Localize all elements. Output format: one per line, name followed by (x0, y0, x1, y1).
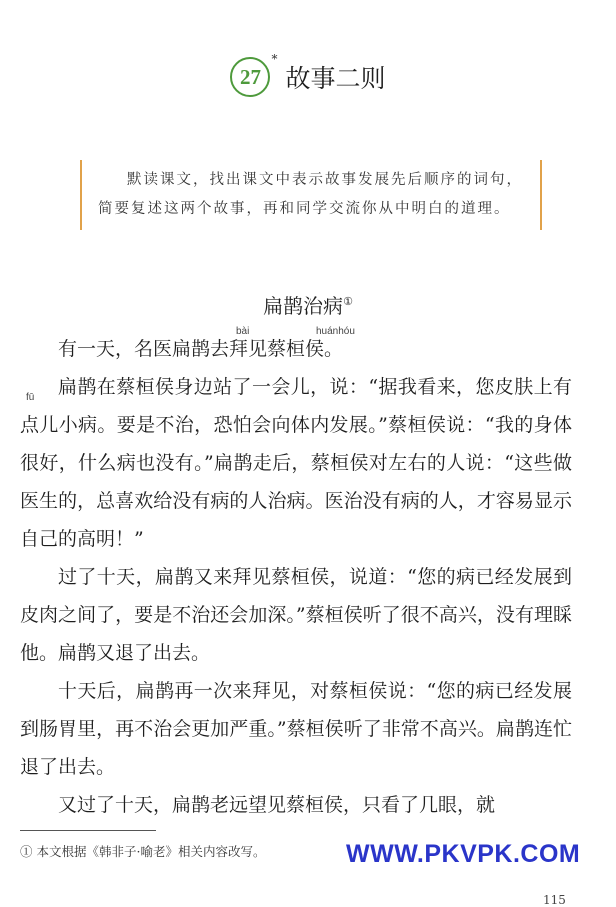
paragraph-text: 扁鹊在蔡桓侯身边站了一会儿，说：“据我看来，您皮肤上有点儿小病。要是不治，恐怕会向体内发展。”蔡桓侯说：“我的身体很好，什么病也没有。”扁鹊走后，蔡桓侯对左右的人说：“这些做医生的，总喜欢给没有病的人治病。医治没有病的人，才容易显示自己的高明！” (20, 376, 572, 550)
story-paragraph-5 (20, 786, 572, 824)
paragraph-text: 又过了十天，扁鹊老远望见蔡桓侯，只看了几眼，就 (58, 794, 496, 816)
footnote-mark: ① (343, 295, 353, 308)
story-paragraph-3 (20, 558, 572, 672)
story-title-text: 扁鹊治病 (263, 294, 344, 318)
pinyin-fu: fū (26, 392, 35, 403)
story-title (0, 290, 616, 319)
lesson-star-mark: * (271, 52, 278, 66)
watermark: WWW.PKVPK.COM (346, 840, 581, 868)
page-number: 115 (543, 893, 566, 907)
lesson-number-badge: 27 (230, 57, 270, 97)
footnote-divider (20, 830, 156, 831)
story-paragraph-1 (20, 326, 572, 368)
reading-task-box (80, 160, 542, 230)
lesson-name: 故事二则 (285, 63, 386, 93)
story-paragraph-2 (20, 368, 572, 558)
lesson-title (0, 52, 616, 97)
paragraph-text: 有一天，名医扁鹊去拜见蔡桓侯。 (58, 338, 344, 360)
story-body (20, 326, 572, 824)
paragraph-text: 过了十天，扁鹊又来拜见蔡桓侯，说道：“您的病已经发展到皮肉之间了，要是不治还会加深。”蔡桓侯听了很不高兴，没有理睬他。扁鹊又退了出去。 (20, 566, 572, 664)
story-paragraph-4 (20, 672, 572, 786)
paragraph-text: 十天后，扁鹊再一次来拜见，对蔡桓侯说：“您的病已经发展到肠胃里，再不治会更加严重。”蔡桓侯听了非常不高兴。扁鹊连忙退了出去。 (20, 680, 572, 778)
pinyin-huanhou: huánhóu (316, 326, 355, 337)
footnote: ① 本文根据《韩非子·喻老》相关内容改写。 (20, 844, 266, 859)
pinyin-bai: bài (236, 326, 250, 337)
task-prompt: 默读课文，找出课文中表示故事发展先后顺序的词句，简要复述这两个故事，再和同学交流你从中明白的道理。 (98, 172, 523, 217)
